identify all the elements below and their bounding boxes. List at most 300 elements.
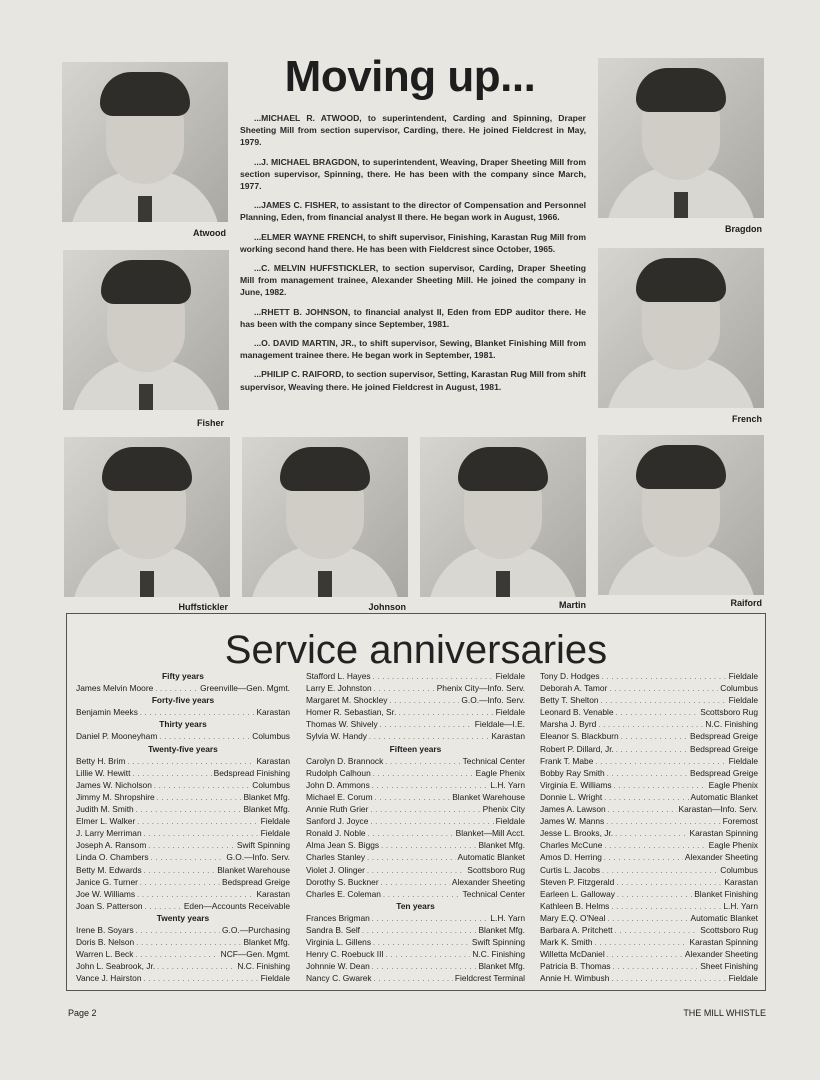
service-group-heading: Forty-five years xyxy=(151,695,215,706)
employee-name: Earleen L. Galloway xyxy=(540,888,615,899)
employee-location: Blanket Warehouse xyxy=(217,864,290,875)
employee-name: Betty M. Edwards xyxy=(76,864,142,875)
dot-leader xyxy=(607,948,683,960)
employee-name: Frank T. Mabe xyxy=(540,755,594,766)
photo-atwood xyxy=(62,62,228,222)
promotion-item: ...C. MELVIN HUFFSTICKLER, to section supervisor, Carding, Draper Sheeting Mill from management trainee, Alexander Sheeting Mill. He joined the company in June, 1982. xyxy=(240,263,586,298)
dot-leader xyxy=(616,706,699,718)
employee-location: Alexander Sheeting xyxy=(451,876,525,887)
dot-leader xyxy=(602,670,727,682)
service-entry xyxy=(540,972,758,984)
service-entry xyxy=(540,948,758,960)
employee-location: Karastan xyxy=(256,707,290,718)
employee-name: Sylvia W. Handy xyxy=(306,731,367,742)
dot-leader xyxy=(148,839,235,851)
dot-leader xyxy=(154,779,250,791)
service-entry xyxy=(306,694,525,706)
dot-leader xyxy=(145,900,182,912)
dot-leader xyxy=(136,936,241,948)
caption-bragdon: Bragdon xyxy=(725,224,762,234)
employee-name: Virginia E. Williams xyxy=(540,779,612,790)
service-entry xyxy=(76,948,290,960)
dot-leader xyxy=(372,960,477,972)
employee-name: Annie Ruth Grier xyxy=(306,804,369,815)
service-entry xyxy=(76,755,290,767)
employee-name: James Melvin Moore xyxy=(76,683,154,694)
employee-name: Barbara A. Pritchett xyxy=(540,924,613,935)
dot-leader xyxy=(385,755,460,767)
employee-name: Nancy C. Gwarek xyxy=(306,973,372,984)
service-entry xyxy=(540,936,758,948)
employee-name: Violet J. Olinger xyxy=(306,864,365,875)
service-entry xyxy=(306,839,525,851)
employee-location: Fieldale xyxy=(728,695,758,706)
service-entry xyxy=(76,851,290,863)
employee-name: Charles E. Coleman xyxy=(306,888,381,899)
employee-location: Eagle Phenix xyxy=(475,767,525,778)
dot-leader xyxy=(609,682,718,694)
employee-location: Karastan Spinning xyxy=(689,828,758,839)
dot-leader xyxy=(137,815,258,827)
dot-leader xyxy=(375,791,451,803)
employee-name: Virginia L. Gillens xyxy=(306,937,372,948)
service-entry xyxy=(76,876,290,888)
dot-leader xyxy=(614,779,707,791)
dot-leader xyxy=(606,815,720,827)
service-column-1 xyxy=(76,670,290,984)
dot-leader xyxy=(143,972,258,984)
employee-name: Patricia B. Thomas xyxy=(540,961,611,972)
page-number: Page 2 xyxy=(68,1008,97,1018)
service-entry xyxy=(540,694,758,706)
dot-leader xyxy=(140,876,220,888)
dot-leader xyxy=(135,948,218,960)
employee-location: NCF—Gen. Mgmt. xyxy=(220,949,290,960)
dot-leader xyxy=(381,839,476,851)
service-entry xyxy=(540,682,758,694)
employee-name: Leonard B. Venable xyxy=(540,707,614,718)
employee-location: Fieldale xyxy=(728,671,758,681)
employee-location: Automatic Blanket xyxy=(690,791,758,802)
service-entry xyxy=(76,803,290,815)
publication-name: THE MILL WHISTLE xyxy=(683,1008,766,1018)
caption-french: French xyxy=(731,414,762,424)
employee-name: Warren L. Beck xyxy=(76,949,134,960)
service-entry xyxy=(76,839,290,851)
promotion-item: ...MICHAEL R. ATWOOD, to superintendent, Carding and Spinning, Draper Sheeting Mill from section supervisor, Carding, there. He joined Fieldcrest in May, 1979. xyxy=(240,113,586,148)
promotion-item: ...J. MICHAEL BRAGDON, to superintendent, Weaving, Draper Sheeting Mill from section supervisor, Spinning, there. He has been with the company since March, 1977. xyxy=(240,156,586,192)
employee-location: Karastan Spinning xyxy=(689,937,758,948)
employee-name: Bobby Ray Smith xyxy=(540,767,605,778)
employee-location: Blanket Finishing xyxy=(694,888,758,899)
employee-name: Donnie L. Wright xyxy=(540,791,603,802)
service-entry xyxy=(540,960,758,972)
employee-location: Fieldale xyxy=(260,973,290,984)
dot-leader xyxy=(398,706,493,718)
service-entry xyxy=(76,900,290,912)
employee-name: Daniel P. Mooneyham xyxy=(76,731,158,742)
dot-leader xyxy=(383,888,461,900)
employee-name: Rudolph Calhoun xyxy=(306,767,371,778)
employee-name: Stafford L. Hayes xyxy=(306,671,371,681)
employee-location: Karastan xyxy=(256,755,290,766)
employee-location: Scottsboro Rug xyxy=(467,864,525,875)
employee-name: Irene B. Soyars xyxy=(76,924,134,935)
dot-leader xyxy=(616,743,688,755)
employee-location: Eagle Phenix xyxy=(708,840,758,851)
service-entry xyxy=(540,900,758,912)
caption-raiford: Raiford xyxy=(730,598,762,608)
dot-leader xyxy=(607,767,688,779)
dot-leader xyxy=(136,803,242,815)
employee-name: Thomas W. Shively xyxy=(306,719,378,730)
employee-location: Automatic Blanket xyxy=(457,852,525,863)
employee-location: L.H. Yarn xyxy=(723,900,758,911)
caption-fisher: Fisher xyxy=(196,418,224,428)
promotion-item: ...ELMER WAYNE FRENCH, to shift supervisor, Finishing, Karastan Rug Mill from working second hand there. He has been with Fieldcrest since October, 1965. xyxy=(240,231,586,254)
dot-leader xyxy=(386,948,471,960)
service-entry xyxy=(76,888,290,900)
service-entry xyxy=(540,779,758,791)
employee-location: Fieldcrest Terminal xyxy=(454,973,525,984)
service-column-2 xyxy=(306,670,525,984)
dot-leader xyxy=(368,827,454,839)
promotion-item: ...O. DAVID MARTIN, JR., to shift supervisor, Sewing, Blanket Finishing Mill from management trainee there. He began work in September, 1981. xyxy=(240,338,586,361)
service-entry xyxy=(306,876,525,888)
service-entry xyxy=(540,743,758,755)
service-entry xyxy=(306,791,525,803)
employee-name: Joe W. Williams xyxy=(76,888,136,899)
service-entry xyxy=(306,815,525,827)
dot-leader xyxy=(381,876,450,888)
service-entry xyxy=(306,936,525,948)
employee-location: Blanket Mfg. xyxy=(478,961,525,972)
employee-location: Alexander Sheeting xyxy=(684,852,758,863)
employee-name: John D. Ammons xyxy=(306,779,370,790)
service-entry xyxy=(306,960,525,972)
service-entry xyxy=(540,876,758,888)
dot-leader xyxy=(372,912,489,924)
moving-up-title: Moving up... xyxy=(284,52,536,101)
employee-name: Michael E. Corum xyxy=(306,791,373,802)
employee-name: Amos D. Herring xyxy=(540,852,602,863)
employee-location: Fieldale xyxy=(260,828,290,839)
service-entry xyxy=(306,888,525,900)
photo-bragdon xyxy=(598,58,764,218)
service-entry xyxy=(76,960,290,972)
service-entry xyxy=(306,682,525,694)
dot-leader xyxy=(370,815,493,827)
employee-location: Fieldale xyxy=(495,671,525,681)
service-entry xyxy=(306,827,525,839)
employee-location: Fieldale xyxy=(260,816,290,827)
dot-leader xyxy=(369,730,489,742)
employee-name: Benjamin Meeks xyxy=(76,707,138,718)
employee-name: Sanford J. Joyce xyxy=(306,816,369,827)
employee-location: Blanket—Mill Acct. xyxy=(455,828,525,839)
service-entry xyxy=(540,888,758,900)
employee-name: James A. Lawson xyxy=(540,804,606,815)
dot-leader xyxy=(604,851,683,863)
employee-name: Henry C. Roebuck III xyxy=(306,949,384,960)
dot-leader xyxy=(137,888,254,900)
service-entry xyxy=(540,851,758,863)
service-entry xyxy=(76,924,290,936)
service-entry xyxy=(306,851,525,863)
employee-location: Phenix City xyxy=(482,804,525,815)
employee-name: Alma Jean S. Biggs xyxy=(306,840,380,851)
dot-leader xyxy=(155,682,198,694)
employee-name: John L. Seabrook, Jr. xyxy=(76,961,156,972)
employee-location: L.H. Yarn xyxy=(490,779,525,790)
employee-location: Bedspread Greige xyxy=(690,731,758,742)
service-group-heading: Ten years xyxy=(396,900,435,911)
service-group-heading: Fifty years xyxy=(162,671,204,681)
dot-leader xyxy=(151,851,225,863)
service-entry xyxy=(76,827,290,839)
employee-location: Greenville—Gen. Mgmt. xyxy=(200,683,290,694)
employee-name: Willetta McDaniel xyxy=(540,949,605,960)
employee-name: Jimmy M. Shropshire xyxy=(76,791,155,802)
photo-french xyxy=(598,248,764,408)
service-entry xyxy=(76,779,290,791)
dot-leader xyxy=(621,730,688,742)
employee-location: L.H. Yarn xyxy=(490,912,525,923)
employee-name: Joseph A. Ransom xyxy=(76,840,147,851)
service-group-heading: Fifteen years xyxy=(389,743,442,754)
service-entry xyxy=(306,924,525,936)
employee-location: G.O.—Info. Serv. xyxy=(226,852,290,863)
employee-name: Homer R. Sebastian, Sr. xyxy=(306,707,397,718)
dot-leader xyxy=(616,876,722,888)
dot-leader xyxy=(611,972,726,984)
dot-leader xyxy=(144,864,216,876)
service-entry xyxy=(306,972,525,984)
dot-leader xyxy=(601,694,727,706)
dot-leader xyxy=(370,803,480,815)
employee-name: Mary E.Q. O'Neal xyxy=(540,912,606,923)
employee-location: Fieldale—I.E. xyxy=(474,719,525,730)
employee-name: Jesse L. Brooks, Jr. xyxy=(540,828,614,839)
service-group-heading: Twenty years xyxy=(156,912,210,923)
dot-leader xyxy=(613,960,699,972)
service-entry xyxy=(540,670,758,682)
service-entry xyxy=(76,767,290,779)
dot-leader xyxy=(598,718,703,730)
employee-name: Betty H. Brim xyxy=(76,755,126,766)
caption-johnson: Johnson xyxy=(368,602,406,612)
employee-location: Karastan xyxy=(491,731,525,742)
employee-location: Swift Spinning xyxy=(236,840,290,851)
employee-location: Columbus xyxy=(252,731,290,742)
employee-location: Blanket Mfg. xyxy=(243,804,290,815)
service-entry xyxy=(76,936,290,948)
employee-name: J. Larry Merriman xyxy=(76,828,142,839)
employee-location: Eagle Phenix xyxy=(708,779,758,790)
employee-location: Columbus xyxy=(720,683,758,694)
dot-leader xyxy=(127,755,254,767)
service-entry xyxy=(76,815,290,827)
employee-name: Eleanor S. Blackburn xyxy=(540,731,619,742)
employee-name: Linda O. Chambers xyxy=(76,852,149,863)
employee-name: Elmer L. Walker xyxy=(76,816,136,827)
photo-raiford xyxy=(598,435,764,595)
employee-name: James W. Manns xyxy=(540,816,605,827)
dot-leader xyxy=(159,730,250,742)
employee-location: Fieldale xyxy=(728,973,758,984)
employee-name: Judith M. Smith xyxy=(76,804,134,815)
promotions-list xyxy=(240,112,586,400)
service-entry xyxy=(540,791,758,803)
employee-location: N.C. Finishing xyxy=(705,719,758,730)
employee-location: G.O.—Info. Serv. xyxy=(461,695,525,706)
service-entry xyxy=(540,718,758,730)
dot-leader xyxy=(367,851,455,863)
service-entry xyxy=(76,706,290,718)
employee-name: Steven P. Fitzgerald xyxy=(540,876,615,887)
service-entry xyxy=(540,706,758,718)
service-entry xyxy=(76,864,290,876)
employee-location: Karastan xyxy=(724,876,758,887)
dot-leader xyxy=(144,827,259,839)
service-entry xyxy=(306,767,525,779)
employee-location: Bedspread Greige xyxy=(690,767,758,778)
employee-location: Karastan—Info. Serv. xyxy=(678,804,758,815)
dot-leader xyxy=(157,960,235,972)
employee-location: Blanket Warehouse xyxy=(452,791,525,802)
employee-name: Annie H. Wimbush xyxy=(540,973,610,984)
employee-name: Doris B. Nelson xyxy=(76,937,135,948)
employee-location: Eden—Accounts Receivable xyxy=(183,900,290,911)
caption-martin: Martin xyxy=(559,600,586,610)
employee-location: Fieldale xyxy=(495,816,525,827)
dot-leader xyxy=(132,767,211,779)
service-entry xyxy=(306,670,525,682)
dot-leader xyxy=(374,972,453,984)
employee-name: Charles Stanley xyxy=(306,852,366,863)
service-group-heading: Thirty years xyxy=(159,719,207,730)
service-entry xyxy=(306,864,525,876)
service-entry xyxy=(540,767,758,779)
employee-name: Deborah A. Tamor xyxy=(540,683,608,694)
employee-name: Dorothy S. Buckner xyxy=(306,876,379,887)
dot-leader xyxy=(604,791,688,803)
employee-name: Marsha J. Byrd xyxy=(540,719,597,730)
service-entry xyxy=(306,730,525,742)
employee-name: Margaret M. Shockley xyxy=(306,695,388,706)
dot-leader xyxy=(380,718,473,730)
dot-leader xyxy=(595,755,726,767)
employee-name: Johnnie W. Dean xyxy=(306,961,370,972)
service-entry xyxy=(76,791,290,803)
service-entry xyxy=(306,755,525,767)
employee-name: Larry E. Johnston xyxy=(306,683,372,694)
employee-location: G.O.—Purchasing xyxy=(222,924,290,935)
photo-martin xyxy=(420,437,586,597)
promotion-item: ...PHILIP C. RAIFORD, to section supervisor, Setting, Karastan Rug Mill from shift supervisor, Weaving there. He joined Fieldcrest in August, 1981. xyxy=(240,369,586,392)
photo-johnson xyxy=(242,437,408,597)
promotion-item: ...RHETT B. JOHNSON, to financial analyst II, Eden from EDP auditor there. He has been with the company since September, 1981. xyxy=(240,306,586,329)
dot-leader xyxy=(617,888,692,900)
employee-name: Betty T. Shelton xyxy=(540,695,599,706)
employee-location: Sheet Finishing xyxy=(700,961,758,972)
service-entry xyxy=(540,815,758,827)
dot-leader xyxy=(367,864,465,876)
service-entry xyxy=(540,924,758,936)
employee-location: Karastan xyxy=(256,888,290,899)
employee-location: Fieldale xyxy=(495,707,525,718)
service-entry xyxy=(76,682,290,694)
employee-name: Tony D. Hodges xyxy=(540,671,600,681)
service-entry xyxy=(76,972,290,984)
dot-leader xyxy=(373,767,474,779)
employee-name: Vance J. Hairston xyxy=(76,973,142,984)
service-entry xyxy=(306,779,525,791)
employee-location: Bedspread Greige xyxy=(222,876,290,887)
dot-leader xyxy=(608,803,677,815)
employee-location: Columbus xyxy=(252,779,290,790)
dot-leader xyxy=(389,694,459,706)
employee-location: Fieldale xyxy=(728,755,758,766)
dot-leader xyxy=(607,912,688,924)
dot-leader xyxy=(373,936,470,948)
service-entry xyxy=(540,827,758,839)
dot-leader xyxy=(362,924,476,936)
employee-name: Joan S. Patterson xyxy=(76,900,143,911)
employee-name: Charles McCune xyxy=(540,840,603,851)
employee-name: Frances Brigman xyxy=(306,912,370,923)
promotion-item: ...JAMES C. FISHER, to assistant to the director of Compensation and Personnel Planning, Eden, from financial analyst II there. He began work in August, 1966. xyxy=(240,200,586,223)
employee-name: Robert P. Dillard, Jr. xyxy=(540,743,614,754)
service-entry xyxy=(306,803,525,815)
service-entry xyxy=(306,912,525,924)
dot-leader xyxy=(136,924,220,936)
employee-location: Technical Center xyxy=(462,755,525,766)
dot-leader xyxy=(140,706,255,718)
dot-leader xyxy=(157,791,242,803)
dot-leader xyxy=(604,839,706,851)
dot-leader xyxy=(374,682,435,694)
service-entry xyxy=(306,706,525,718)
service-entry xyxy=(306,718,525,730)
dot-leader xyxy=(615,924,699,936)
employee-name: Lillie W. Hewitt xyxy=(76,767,131,778)
caption-atwood: Atwood xyxy=(193,228,226,238)
dot-leader xyxy=(615,827,687,839)
employee-location: Scottsboro Rug xyxy=(700,924,758,935)
service-entry xyxy=(540,755,758,767)
employee-name: Curtis L. Jacobs xyxy=(540,864,601,875)
employee-location: Foremost xyxy=(722,816,758,827)
employee-location: Blanket Mfg. xyxy=(243,937,290,948)
service-entry xyxy=(306,948,525,960)
service-entry xyxy=(540,864,758,876)
employee-location: Scottsboro Rug xyxy=(700,707,758,718)
service-column-3 xyxy=(540,670,758,984)
service-anniversaries-title: Service anniversaries xyxy=(224,628,608,672)
employee-location: Columbus xyxy=(720,864,758,875)
employee-location: Phenix City—Info. Serv. xyxy=(436,683,525,694)
employee-location: Technical Center xyxy=(462,888,525,899)
employee-name: James W. Nicholson xyxy=(76,779,152,790)
service-group-heading: Twenty-five years xyxy=(148,743,218,754)
employee-location: N.C. Finishing xyxy=(237,961,290,972)
employee-location: Blanket Mfg. xyxy=(478,840,525,851)
dot-leader xyxy=(372,779,489,791)
service-entry xyxy=(540,730,758,742)
employee-location: Blanket Mfg. xyxy=(478,924,525,935)
employee-name: Kathleen B. Helms xyxy=(540,900,610,911)
